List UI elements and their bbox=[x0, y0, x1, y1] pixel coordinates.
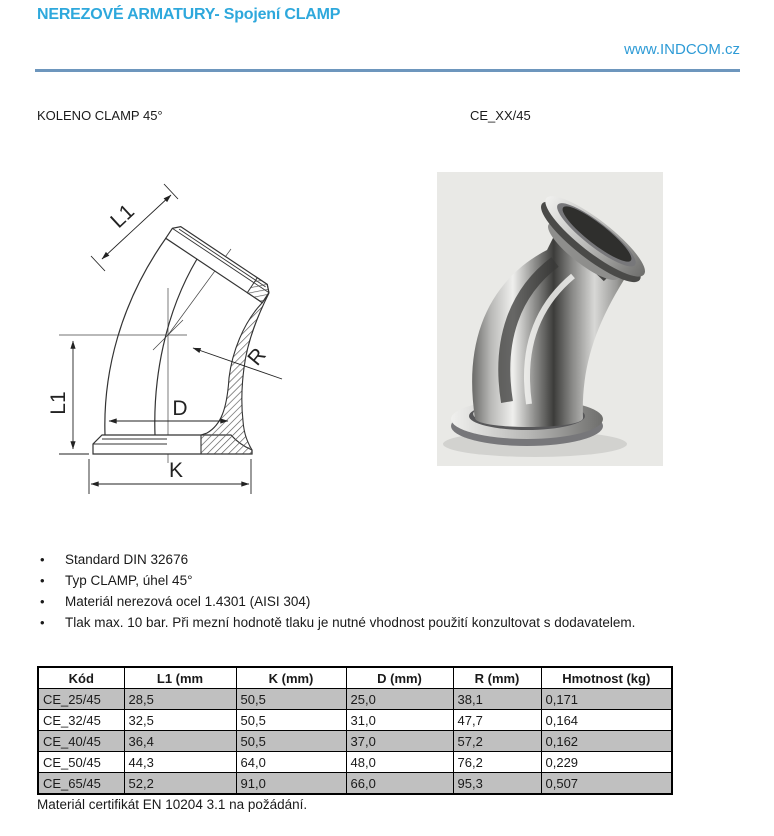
list-item bbox=[37, 591, 737, 612]
cell-k: 50,5 bbox=[236, 689, 346, 710]
table-row bbox=[38, 752, 672, 773]
cell-hmotnost: 0,162 bbox=[541, 731, 672, 752]
bullet-text: Standard DIN 32676 bbox=[65, 552, 189, 567]
cell-l1: 36,4 bbox=[124, 731, 236, 752]
cell-l1: 52,2 bbox=[124, 773, 236, 795]
cell-kod: CE_65/45 bbox=[38, 773, 124, 795]
cell-k: 91,0 bbox=[236, 773, 346, 795]
dim-l1-diagonal bbox=[91, 184, 178, 271]
list-item bbox=[37, 570, 737, 591]
column-header: Kód bbox=[38, 667, 124, 689]
cell-k: 50,5 bbox=[236, 731, 346, 752]
cell-d: 31,0 bbox=[346, 710, 453, 731]
cell-l1: 28,5 bbox=[124, 689, 236, 710]
cell-k: 64,0 bbox=[236, 752, 346, 773]
list-item bbox=[37, 549, 737, 570]
bullet-icon: • bbox=[40, 615, 45, 630]
bullet-icon: • bbox=[40, 594, 45, 609]
cell-hmotnost: 0,229 bbox=[541, 752, 672, 773]
cell-k: 50,5 bbox=[236, 710, 346, 731]
product-photo bbox=[437, 172, 663, 466]
cell-hmotnost: 0,507 bbox=[541, 773, 672, 795]
cell-r: 38,1 bbox=[453, 689, 541, 710]
cell-r: 95,3 bbox=[453, 773, 541, 795]
cell-hmotnost: 0,171 bbox=[541, 689, 672, 710]
cell-d: 25,0 bbox=[346, 689, 453, 710]
dim-label-l1-diagonal: L1 bbox=[106, 199, 139, 233]
bullet-text: Materiál nerezová ocel 1.4301 (AISI 304) bbox=[65, 594, 311, 609]
dim-label-l1-vertical: L1 bbox=[47, 391, 70, 415]
cell-kod: CE_50/45 bbox=[38, 752, 124, 773]
bullet-icon: • bbox=[40, 552, 45, 567]
bullet-text: Typ CLAMP, úhel 45° bbox=[65, 573, 193, 588]
cell-r: 57,2 bbox=[453, 731, 541, 752]
website-link[interactable]: www.INDCOM.cz bbox=[624, 41, 740, 58]
cell-r: 76,2 bbox=[453, 752, 541, 773]
dimensions-table bbox=[37, 666, 673, 795]
dim-label-r: R bbox=[243, 343, 271, 371]
cell-kod: CE_40/45 bbox=[38, 731, 124, 752]
bullet-text: Tlak max. 10 bar. Při mezní hodnotě tlaku je nutné vhodnost použití konzultovat s dodavatelem. bbox=[65, 615, 636, 630]
table-row bbox=[38, 689, 672, 710]
cell-hmotnost: 0,164 bbox=[541, 710, 672, 731]
dim-label-d: D bbox=[172, 397, 188, 420]
spec-bullet-list bbox=[37, 549, 737, 633]
table-row bbox=[38, 710, 672, 731]
centerlines bbox=[59, 249, 231, 463]
cell-d: 48,0 bbox=[346, 752, 453, 773]
table-row bbox=[38, 773, 672, 795]
column-header: L1 (mm bbox=[124, 667, 236, 689]
cell-kod: CE_32/45 bbox=[38, 710, 124, 731]
cell-kod: CE_25/45 bbox=[38, 689, 124, 710]
bullet-icon: • bbox=[40, 573, 45, 588]
table-header-row bbox=[38, 667, 672, 689]
product-name: KOLENO CLAMP 45° bbox=[37, 108, 163, 123]
cell-d: 37,0 bbox=[346, 731, 453, 752]
header-divider bbox=[35, 69, 740, 72]
top-ferrule bbox=[166, 223, 272, 302]
cell-l1: 32,5 bbox=[124, 710, 236, 731]
certificate-note: Materiál certifikát EN 10204 3.1 na požádání. bbox=[37, 797, 308, 812]
column-header: K (mm) bbox=[236, 667, 346, 689]
technical-drawing bbox=[45, 163, 345, 508]
cell-d: 66,0 bbox=[346, 773, 453, 795]
column-header: R (mm) bbox=[453, 667, 541, 689]
product-code: CE_XX/45 bbox=[470, 108, 531, 123]
dim-label-k: K bbox=[168, 459, 184, 482]
table-row bbox=[38, 731, 672, 752]
column-header: D (mm) bbox=[346, 667, 453, 689]
page-title: NEREZOVÉ ARMATURY- Spojení CLAMP bbox=[37, 6, 341, 23]
cell-r: 47,7 bbox=[453, 710, 541, 731]
column-header: Hmotnost (kg) bbox=[541, 667, 672, 689]
list-item bbox=[37, 612, 737, 633]
wall-section-hatch bbox=[201, 293, 269, 454]
cell-l1: 44,3 bbox=[124, 752, 236, 773]
